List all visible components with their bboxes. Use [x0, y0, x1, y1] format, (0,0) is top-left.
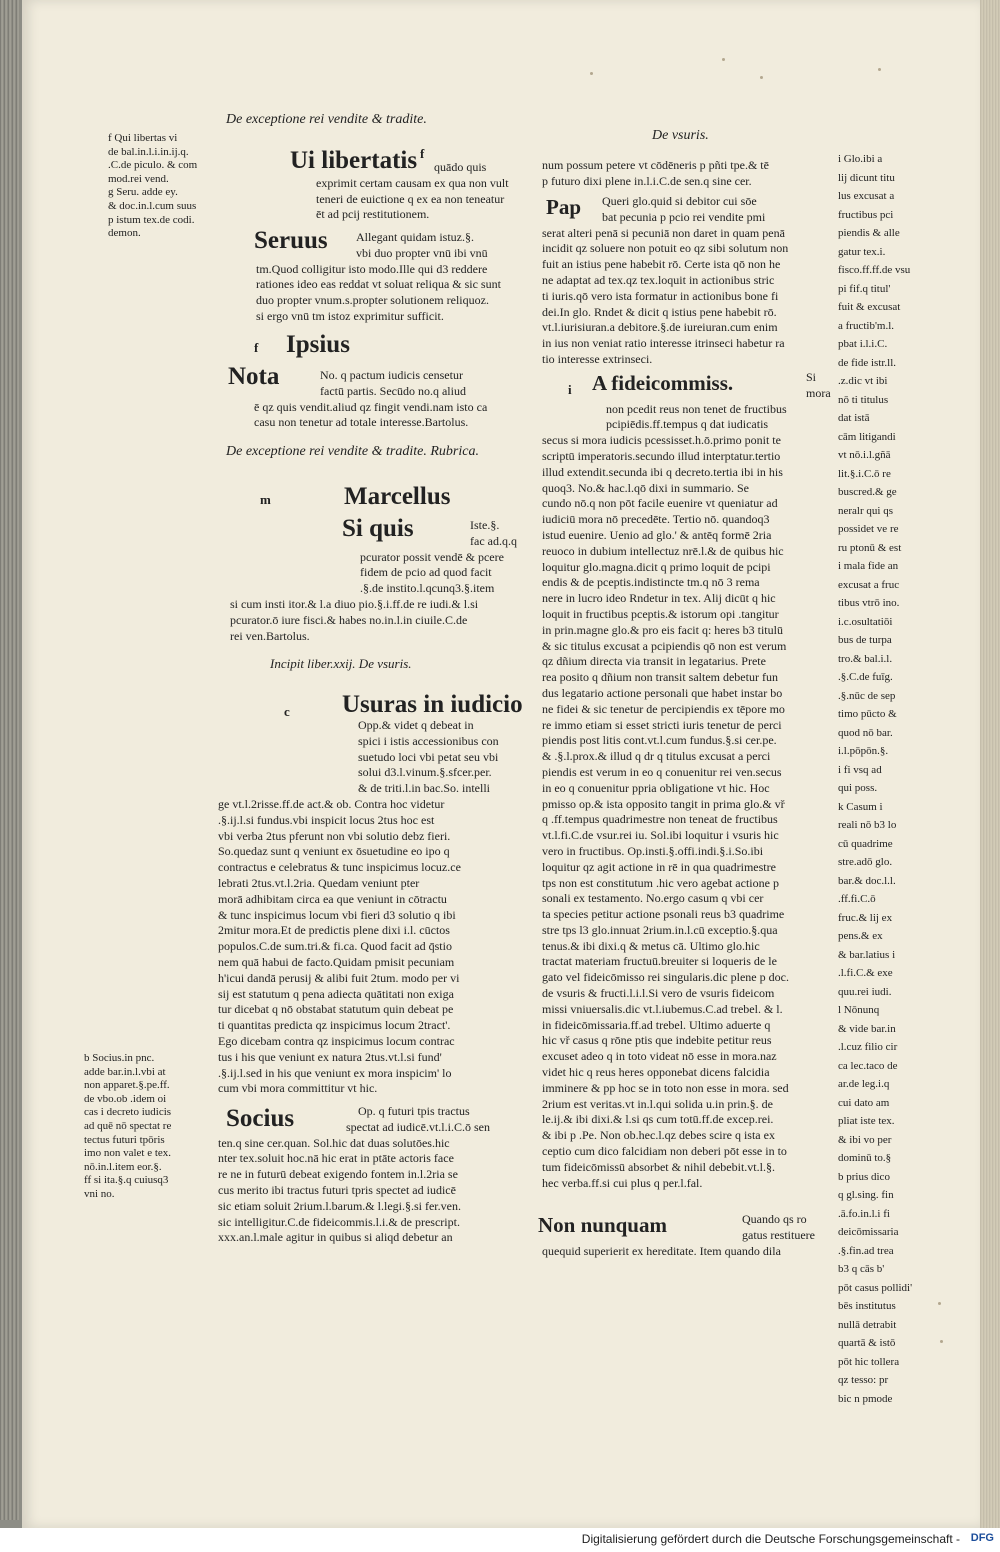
text-line: i.c.osultatiōi	[838, 615, 893, 628]
text-line: tectus futuri tpōris	[84, 1133, 165, 1146]
paper-speck	[938, 1302, 941, 1305]
text-line: si cum insti itor.& l.a diuo pio.§.i.ff.de re iudi.& l.si	[230, 596, 479, 611]
text-line: stre tps l3 glo.innuat 2rium.in.l.cū exceptio.§.qua	[542, 922, 778, 937]
text-line: re ne in futurū debeat exigendo fontem in.l.2ria se	[218, 1167, 458, 1182]
text-line: qui poss.	[838, 782, 878, 794]
text-line: bar.& doc.l.l.	[838, 874, 896, 887]
paper-speck	[760, 76, 763, 79]
text-line: pcipiēdis.ff.tempus q dat iudicatis	[606, 417, 769, 432]
text-line: q .ff.tempus quadrimestre non teneat de fructibus	[542, 812, 778, 827]
text-line: cum vbi mora committitur vt hic.	[218, 1081, 378, 1096]
text-line: excusat a fruc	[838, 578, 900, 591]
text-line: Iste.§.	[470, 518, 500, 532]
text-line: tur dicebat q nō obstabat statutum quin debeat pe	[218, 1002, 454, 1017]
text-line: & bar.latius i	[838, 948, 896, 961]
text-line: ff si ita.§.q cuiusq3	[84, 1174, 169, 1187]
text-line: tps non est constitutum .hic vero agebat actione p	[542, 875, 779, 890]
text-line: re immo etiam si esset stricti iuris tenetur de perci	[542, 717, 782, 732]
text-line: sic etiam soluit 2rium.l.barum.& l.legi.§.si fer.ven.	[218, 1198, 461, 1213]
text-line: fructibus pci	[838, 208, 894, 221]
text-line: timo pūcto &	[838, 708, 897, 720]
text-line: i fi vsq ad	[838, 763, 882, 776]
text-line: lij dicunt titu	[838, 171, 895, 184]
paper-speck	[590, 72, 593, 75]
text-line: pbat i.l.i.C.	[838, 338, 888, 350]
text-line: h'icui dandā perusij & alibi fuit 2tum. modo per vi	[218, 970, 460, 985]
text-line: ne adaptat ad tex.qz tex.loquit in actionibus stric	[542, 272, 775, 287]
text-line: nere in lucro ideo Rndetur in tex. Alij dicūt q hic	[542, 591, 776, 606]
text-line: hec verba.ff.si cui plus q per.l.fal.	[542, 1175, 703, 1190]
text-line: nō.in.l.item eor.§.	[84, 1160, 162, 1173]
text-line: piendis est verum in eo q conuenitur rei ven.secus	[542, 764, 782, 779]
text-line: cus merito ibi tractus futuri tpris spectet ad iudicē	[218, 1182, 456, 1197]
marker-m: m	[260, 492, 271, 507]
commentary-mid-intro	[542, 158, 832, 190]
commentary-block-nota	[254, 368, 524, 431]
lemma-marcellus: Marcellus	[344, 483, 451, 510]
text-line: 2rium est veritas.vt in.l.qui solida u.in prin.§. de	[542, 1096, 773, 1111]
text-line: a fructib'm.l.	[838, 319, 895, 332]
text-line: ca lec.taco de	[838, 1059, 898, 1072]
text-line: tm.Quod colligitur isto modo.Ille qui d3 reddere	[256, 261, 488, 276]
text-line: gato vel fideicōmisso rei singularis.dic plene p doc.	[542, 970, 789, 985]
text-line: imo non valet e tex.	[84, 1147, 172, 1160]
page-scan	[22, 0, 980, 1528]
text-line: dat istā	[838, 412, 870, 424]
commentary-block-si-quis	[230, 518, 530, 644]
text-line: in eo q conuenitur ppria obligatione vt hic. Hoc	[542, 780, 770, 795]
marker-f-2: f	[254, 340, 259, 355]
text-line: de fide istr.ll.	[838, 356, 897, 369]
text-line: f Qui libertas vi	[108, 132, 178, 144]
text-line: solui d3.l.vinum.§.sfcer.per.	[358, 765, 492, 780]
text-line: gatur tex.i.	[838, 245, 886, 258]
commentary-block-fideicommiss	[542, 370, 834, 1191]
commentary-block-pap	[542, 194, 834, 368]
text-line: endis & de pceptis.indistincte tm.q nō 3 rema	[542, 575, 760, 590]
text-line: ti quantitas predicta qz inspicimus locum 2tract'.	[218, 1018, 451, 1033]
text-line: istud euenire. Uenio ad glo.' & antēq formē 2ria	[542, 527, 772, 542]
text-line: .§.nūc de sep	[838, 689, 896, 702]
text-line: fidem de pcio ad quod facit	[360, 565, 492, 580]
text-line: ne fidei & sic tenetur de percipiendis ex tēpore mo	[542, 701, 785, 716]
marker-c: c	[284, 704, 290, 719]
text-line: l Nōnunq	[838, 1004, 880, 1016]
text-line: g Seru. adde ey.	[108, 186, 178, 199]
text-line: quādo quis	[434, 160, 487, 174]
text-line: tro.& bal.i.l.	[838, 652, 893, 665]
text-line: lus excusat a	[838, 190, 895, 202]
text-line: populos.C.de sum.tri.& fi.ca. Quod facit ad q̄stio	[218, 939, 452, 954]
text-line: deicōmissaria	[838, 1226, 899, 1238]
margin-gloss-right	[838, 150, 916, 1408]
text-line: .ā.fo.in.l.i fi	[838, 1207, 890, 1220]
text-line: i mala fide an	[838, 560, 899, 572]
text-line: qz dñium directa via transit in legatarius. Prete	[542, 654, 766, 669]
text-line: q gl.sing. fin	[838, 1189, 894, 1201]
text-line: tractat materiam fructuū.breuiter si loqueris de le	[542, 954, 777, 969]
text-line: ad quē nō spectat re	[84, 1119, 172, 1132]
text-line: piendis & alle	[838, 227, 900, 239]
text-line: incidit qz soluere non potuit eo qz sibi solutum non	[542, 241, 789, 256]
text-line: nullā detrabit	[838, 1318, 897, 1331]
text-line: exprimit certam causam ex qua non vult	[316, 175, 509, 190]
text-line: videt hic q reus heres opponebat dicens falcidia	[542, 1065, 770, 1080]
text-line: tibus vtrō ino.	[838, 597, 900, 609]
lemma-non-nunquam: Non nunquam	[538, 1213, 667, 1237]
text-line: ta species petitur actione psonali reus b3 quadrime	[542, 907, 785, 922]
text-line: loquitur glo.magna.dicit q primo loquit de pcipi	[542, 559, 771, 574]
text-line: sij est statutum q pena adiecta quātitati non exiga	[218, 986, 454, 1001]
text-line: xxx.an.l.male agitur in quibus si aliqd debetur an	[218, 1230, 453, 1245]
text-line: buscred.& ge	[838, 486, 897, 498]
text-line: dominū to.§	[838, 1152, 892, 1164]
text-line: & de triti.l.in bac.So. intelli	[358, 781, 490, 796]
text-line: vt nō.i.l.gñā	[838, 449, 891, 461]
text-line: k Casum i	[838, 800, 883, 813]
text-line: .§.ij.l.si fundus.vbi inspicit locus 2tus hoc est	[218, 812, 435, 827]
text-line: nem quā habui de facto.Quidam pmisit pecuniam	[218, 954, 455, 969]
text-line: Si	[806, 370, 817, 384]
text-line: piendis post litis cont.vt.l.cum fundus.§.si cer.pe.	[542, 733, 777, 748]
text-line: Queri glo.quid si debitor cui sōe	[602, 194, 757, 208]
lemma-ipsius: Ipsius	[286, 331, 350, 358]
text-line: & ibi p .Pe. Non ob.hec.l.qz debes scire q ista ex	[542, 1128, 775, 1143]
text-line: iudiciū mora nō precedēte. Tertio nō. quandoq3	[542, 512, 770, 527]
paper-speck	[878, 68, 881, 71]
lemma-seruus: Seruus	[254, 227, 328, 254]
text-line: b prius dico	[838, 1170, 890, 1183]
text-line: & doc.in.l.cum suus	[108, 199, 197, 212]
text-line: ē qz quis vendit.aliud qz fingit vendi.nam isto ca	[254, 399, 488, 414]
text-line: gatus restituere	[742, 1227, 815, 1242]
text-line: non apparet.§.pe.ff.	[84, 1079, 170, 1092]
text-line: 2mitur mora.Et de predictis plene dixi i.l. cūctos	[218, 923, 450, 938]
text-line: in fideicōmissaria.ff.ad trebel. Ultimo aduerte q	[542, 1017, 771, 1032]
text-line: cundo nō.q non pōt facile euenire vt queniatur ad	[542, 496, 778, 511]
text-line: & sic titulus excusat a pcipiendis qō non est verum	[542, 638, 787, 653]
text-line: vero in fructibus. Op.insti.§.offi.indi.§.i.So.ibi	[542, 843, 764, 858]
text-line: quequid superierit ex hereditate. Item quando dila	[542, 1243, 781, 1258]
text-line: secus si mora iudicis pcessisset.h.ō.primo ponit te	[542, 433, 781, 448]
text-line: bat pecunia p pcio rei vendite pmi	[602, 209, 766, 224]
text-line: pōt casus pollidi'	[838, 1281, 913, 1294]
text-line: Allegant quidam istuz.§.	[356, 230, 474, 244]
text-line: rei ven.Bartolus.	[230, 628, 310, 643]
text-line: loquitur qz agit actione in rē in qua quadrimestre	[542, 859, 776, 874]
text-line: morā adhibitam circa ea que veniunt in cōtractu	[218, 891, 447, 906]
text-line: b Socius.in pnc.	[84, 1052, 155, 1064]
text-line: fuit an istius pene habebit rō. Certe ista qō non he	[542, 257, 781, 272]
text-line: & .§.l.prox.& illud q dr q titulus excusat a perci	[542, 749, 771, 764]
text-line: Ego dicebam contra qz inspicimus locum contrac	[218, 1033, 455, 1048]
text-line: vt.l.fi.C.de vsur.rei iu. Sol.ibi loquitur i vsuris hic	[542, 828, 779, 843]
text-line: ru ptonū & est	[838, 541, 902, 554]
paper-speck	[940, 1340, 943, 1343]
text-line: .§.fin.ad trea	[838, 1244, 894, 1257]
text-line: ar.de leg.i.q	[838, 1078, 890, 1090]
text-line: sic intelligitur.C.de fideicommis.l.i.& de prescript.	[218, 1214, 460, 1229]
margin-gloss-top	[108, 132, 220, 241]
text-line: serat alteri penā si pecuniā non daret in quam penā	[542, 225, 785, 240]
text-line: fac ad.q.q	[470, 533, 517, 548]
text-line: .l.cuz filio cir	[838, 1041, 898, 1053]
text-line: cas i decreto iudicis	[84, 1106, 172, 1119]
text-line: tio interesse extrinseci.	[542, 351, 653, 366]
incipit-heading: Incipit liber.xxij. De vsuris.	[270, 656, 412, 671]
text-line: .z.dic vt ibi	[838, 375, 888, 387]
text-line: ti iuris.qō vero ista formatur in actionibus bone fi	[542, 288, 779, 303]
text-line: lebrati 2tus.vt.l.2ria. Quedam veniunt pter	[218, 875, 420, 890]
text-line: scriptū imperatoris.secundo illud interptatur.tertio	[542, 448, 781, 463]
text-line: ēt ad pcij restitutionem.	[316, 207, 430, 222]
text-line: nter tex.soluit hoc.nā hic erat in ptāte actoris face	[218, 1151, 454, 1166]
marker-f: f	[420, 146, 425, 161]
text-line: excuset adeo q in toto videat nō esse in mora.naz	[542, 1049, 777, 1064]
commentary-block-usuras	[218, 718, 528, 1097]
text-line: pmisso op.& ista opposito tangit in prima glo.& vř	[542, 796, 785, 811]
margin-gloss-bottom	[84, 1052, 196, 1202]
commentary-block-seruus	[256, 230, 526, 325]
text-line: pōt hic tollera	[838, 1355, 900, 1368]
commentary-block-socius	[218, 1104, 528, 1246]
text-line: suetudo loci vbi petat seu vbi	[358, 749, 499, 764]
rubric-heading: De exceptione rei vendite & tradite. Rubrica.	[226, 444, 479, 459]
marker-i: i	[568, 382, 572, 397]
text-line: tenus.& ibi dixi.q & metus cā. Ultimo glo.hic	[542, 938, 760, 953]
text-line: b3 q cās b'	[838, 1263, 885, 1275]
text-line: illud extendit.secunda ibi q decreto.tertia ibi in his	[542, 464, 783, 479]
lemma-libertatis: Ui libertatis	[290, 147, 418, 174]
text-line: vni no.	[84, 1187, 115, 1200]
text-line: loquit in fructibus pceptis.& istorum opi .tangitur	[542, 606, 779, 621]
text-line: sonali ex testamento. No.ergo casum q vbi cer	[542, 891, 764, 906]
text-line: .ff.fi.C.ō	[838, 893, 876, 905]
text-line: fuit & excusat	[838, 301, 901, 313]
text-line: duo propter vnum.s.propter solutionem reliquoz.	[256, 293, 489, 308]
text-line: i Glo.ibi a	[838, 153, 883, 165]
text-line: tum fideicōmissū absorbet & nihil debebit.vt.l.§.	[542, 1159, 775, 1174]
footer-bar	[0, 1528, 1000, 1552]
text-line: fruc.& lij ex	[838, 911, 893, 924]
text-line: adde bar.in.l.vbi at	[84, 1065, 166, 1078]
dfg-logo: DFG	[970, 1532, 994, 1544]
text-line: vbi duo propter vnū ibi vnū	[356, 245, 488, 260]
text-line: .§.C.de fuīg.	[838, 671, 893, 683]
text-line: in prin.magne glo.& pro eis facit q: heres b3 titulū	[542, 622, 783, 637]
text-line: le.ij.& ibi dixi.& l.si qs cum totū.ff.de excep.rei.	[542, 1112, 774, 1127]
lemma-nota: Nota	[228, 363, 280, 390]
text-line: factū partis. Secūdo no.q aliud	[320, 383, 466, 398]
lemma-socius: Socius	[226, 1105, 295, 1132]
lemma-fideicommiss: A fideicommiss.	[592, 371, 734, 395]
text-line: in ius non veniat ratio interesse itrinseci habetur ra	[542, 336, 785, 351]
text-line: possidet ve re	[838, 523, 899, 535]
text-line: cū quadrime	[838, 837, 893, 850]
commentary-block-non-nunquam	[542, 1212, 834, 1259]
text-line: rea posito q dñium non transit saltem debetur fun	[542, 670, 778, 685]
text-line: reali nō b3 lo	[838, 819, 897, 831]
text-line: de vbo.ob .idem oi	[84, 1092, 167, 1105]
text-line: bēs institutus	[838, 1300, 896, 1312]
text-line: lit.§.i.C.ō re	[838, 467, 891, 480]
text-line: teneri de euictione q ex ea non teneatur	[316, 191, 505, 206]
text-line: i.l.pōpōn.§.	[838, 745, 889, 757]
paper-speck	[722, 58, 725, 61]
text-line: .§.ij.l.sed in his que veniunt ex mora inspicim' lo	[218, 1065, 452, 1080]
text-line: bic n pmode	[838, 1392, 893, 1405]
text-line: fisco.ff.ff.de vsu	[838, 264, 911, 276]
text-line: pcurator.ō iure fisci.& habes no.in.l.in ciuile.C.de	[230, 612, 468, 627]
text-line: rationes ideo eas reddat vt soluat reliqua & sic sunt	[256, 277, 501, 292]
text-line: qz tesso: pr	[838, 1374, 889, 1386]
lemma-si-quis: Si quis	[342, 515, 414, 542]
text-line: & ibi vo per	[838, 1133, 892, 1146]
text-line: cām litigandi	[838, 430, 896, 443]
text-line: dei.In glo. Rndet & dicit q istius pene habebit rō.	[542, 304, 777, 319]
lemma-usuras: Usuras in iudicio	[342, 691, 523, 718]
text-line: bus de turpa	[838, 634, 892, 646]
text-line: mora	[806, 385, 831, 400]
running-header-right: De vsuris.	[652, 128, 709, 143]
funding-credit: Digitalisierung gefördert durch die Deutsche Forschungsgemeinschaft -	[581, 1532, 960, 1546]
text-line: quoq3. No.& hac.l.qō dixi in summario. Se	[542, 480, 749, 495]
text-line: quu.rei iudi.	[838, 985, 892, 998]
text-line: neralr qui qs	[838, 504, 893, 517]
text-line: num possum petere vt cōdēneris p pñti tpe.& tē	[542, 158, 769, 172]
text-line: tus i his que veniunt ex natura 2tus.vt.l.si fund'	[218, 1049, 442, 1064]
text-line: So.quedaz sunt q veniunt ex ōsuetudine eo ipo q	[218, 844, 450, 859]
text-line: p futuro dixi plene in.l.i.C.de sen.q sine cer.	[542, 173, 752, 188]
text-line: Quando qs ro	[742, 1212, 807, 1226]
text-line: ge vt.l.2risse.ff.de act.& ob. Contra hoc videtur	[218, 796, 445, 811]
text-line: missi vniuersalis.dic vt.l.iubemus.C.ad trebel. & l.	[542, 1001, 783, 1016]
text-line: Op. q futuri tpis tractus	[358, 1104, 470, 1118]
text-line: pcurator possit vendē & pcere	[360, 549, 504, 564]
text-line: .C.de piculo. & com	[108, 159, 198, 172]
text-line: casu non tenetur ad totale interesse.Bartolus.	[254, 415, 469, 430]
text-line: quod nō bar.	[838, 726, 893, 739]
text-line: reuoco in dubium intellectuz nrē.l.& de quibus hic	[542, 543, 784, 558]
text-line: non pcedit reus non tenet de fructibus	[606, 401, 787, 416]
text-line: pi fif.q titul'	[838, 282, 891, 295]
text-line: pliat iste tex.	[838, 1115, 895, 1127]
text-line: de bal.in.l.i.in.ij.q.	[108, 145, 189, 158]
text-line: demon.	[108, 227, 141, 240]
text-line: cui dato am	[838, 1096, 890, 1109]
running-header-left: De exceptione rei vendite & tradite.	[226, 112, 427, 127]
text-line: nō ti titulus	[838, 393, 889, 406]
text-line: spectat ad iudicē.vt.l.i.C.ō sen	[346, 1119, 490, 1134]
text-line: p istum tex.de codi.	[108, 213, 195, 226]
text-line: si ergo vnū tm istoz exprimitur sufficit.	[256, 308, 444, 323]
text-line: hic vř casus q rōne ptis que indebite petitur reus	[542, 1033, 772, 1048]
text-line: mod.rei vend.	[108, 172, 169, 185]
book-edge-left	[0, 0, 20, 1520]
text-line: imminere & pp hoc se in toto non esse in mora. sed	[542, 1080, 789, 1095]
text-line: vt.l.iurisiuran.a debitore.§.de iureiuran.cum enim	[542, 320, 778, 335]
text-line: Opp.& videt q debeat in	[358, 718, 474, 732]
text-line: spici i istis accessionibus con	[358, 733, 499, 748]
text-line: stre.adō glo.	[838, 856, 893, 868]
text-line: pens.& ex	[838, 930, 883, 942]
text-line: quartā & istō	[838, 1337, 896, 1349]
text-line: & tunc inspicimus locum vbi fieri d3 solutio q ibi	[218, 907, 456, 922]
lemma-pap: Pap	[546, 195, 582, 219]
text-line: .l.fi.C.& exe	[838, 967, 893, 979]
text-line: vbi verba 2tus pferunt non vbi solutio debz fieri.	[218, 828, 451, 843]
text-line: & vide bar.in	[838, 1022, 896, 1035]
text-line: No. q pactum iudicis censetur	[320, 368, 463, 382]
text-line: .§.de instito.l.qcunq3.§.item	[360, 581, 495, 596]
text-line: ten.q sine cer.quan. Sol.hic dat duas solutōes.hic	[218, 1135, 450, 1150]
text-line: contractus e celebratus & tunc inspicimus locuz.ce	[218, 860, 461, 875]
text-line: ceptio cum dico falcidiam non deberi pōt esse in to	[542, 1144, 787, 1159]
commentary-block-libertatis-first	[316, 160, 538, 223]
text-line: de vsuris & fructi.l.i.l.Si vero de vsuris fideicom	[542, 986, 775, 1001]
text-line: dus legatario actione personali que habet instar bo	[542, 685, 783, 700]
